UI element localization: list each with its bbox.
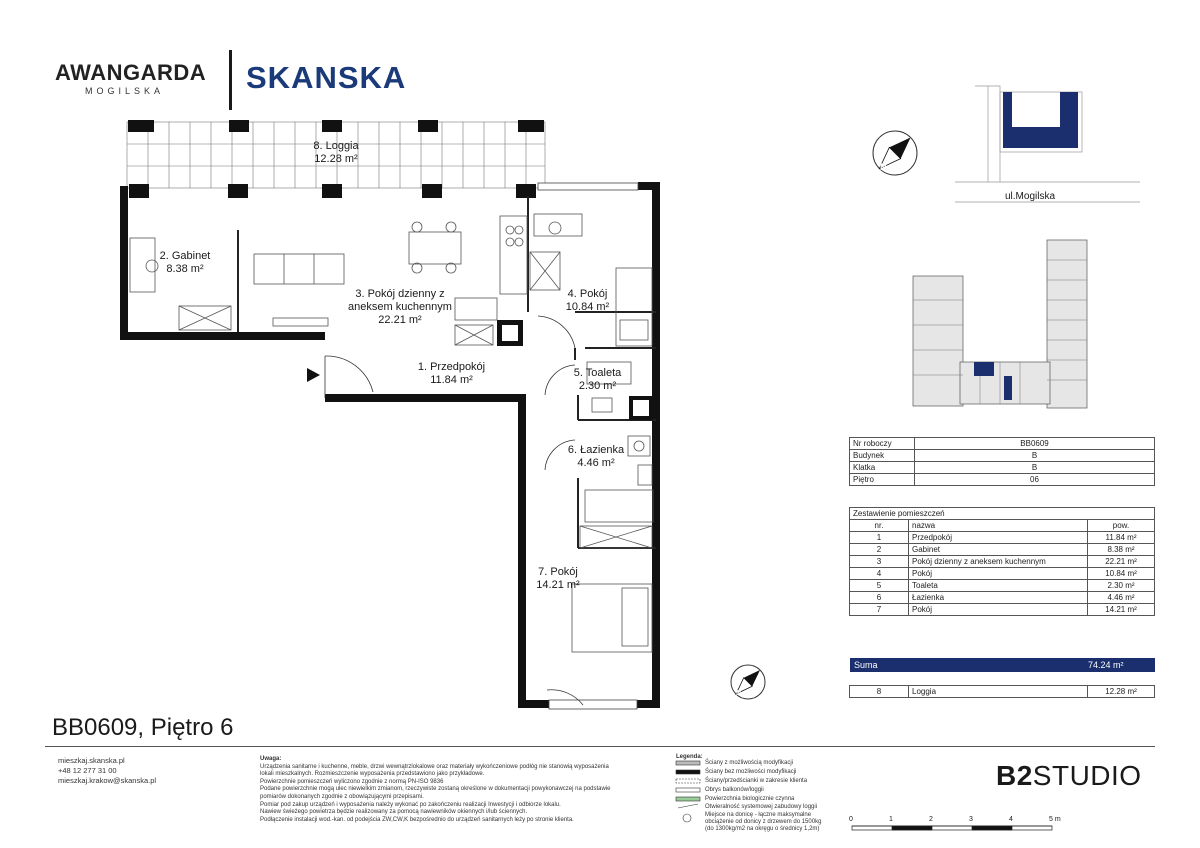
legend-item: Ściany bez możliwości modyfikacji <box>705 769 797 775</box>
contact-phone[interactable]: +48 12 277 31 00 <box>58 766 117 775</box>
table-row <box>850 556 1155 568</box>
room-area: 8.38 m² <box>166 263 204 275</box>
room-area: 10.84 m² <box>565 301 610 313</box>
note-line: lokali mieszkalnych. Rozmieszczenie wyposażenia przedstawiono jako przykładowe. <box>260 771 485 778</box>
info-value: B <box>915 450 1155 462</box>
row-name: Łazienka <box>909 592 1088 604</box>
room-area: 11.84 m² <box>430 374 473 386</box>
entrance-arrow <box>307 368 320 382</box>
room-name: 5. Toaleta <box>573 367 622 379</box>
table-header-row <box>850 520 1155 532</box>
notes-title: Uwaga: <box>260 756 282 762</box>
scale-tick: 5 m <box>1049 816 1061 823</box>
legend-item: Ściany/przedścianki w zakresie klienta <box>705 778 808 784</box>
legend-item: obciążenie od donicy z drzewem do 1500kg <box>705 819 822 825</box>
row-nr: 6 <box>850 592 909 604</box>
room-przedpokoj-label <box>404 361 499 387</box>
row-area: 2.30 m² <box>1088 580 1155 592</box>
note-line: Podane powierzchnie mogą ulec niewielkim zmianom, rzeczywiste zostaną określone w dokumentacji powykonawczej na podstawie <box>260 786 611 793</box>
street-name: ul.Mogilska <box>1005 191 1056 202</box>
sum-label: Suma <box>854 660 878 670</box>
row-name: Gabinet <box>909 544 1088 556</box>
header-name: nazwa <box>909 520 1088 532</box>
row-nr: 7 <box>850 604 909 616</box>
room-living-label <box>330 288 470 327</box>
room-name: 7. Pokój <box>538 566 578 578</box>
room-toaleta-label <box>565 367 630 393</box>
scale-tick: 3 <box>969 816 973 823</box>
row-name: Toaleta <box>909 580 1088 592</box>
header-area: pow. <box>1088 520 1155 532</box>
room-name: 8. Loggia <box>313 140 359 152</box>
row-area: 22.21 m² <box>1088 556 1155 568</box>
row-nr: 5 <box>850 580 909 592</box>
scale-tick: 4 <box>1009 816 1013 823</box>
legend-item: Powierzchnia biologicznie czynna <box>705 796 795 802</box>
unit-highlight <box>974 362 994 376</box>
row-area: 14.21 m² <box>1088 604 1155 616</box>
table-title-row <box>850 508 1155 520</box>
row-name: Loggia <box>909 686 1088 698</box>
notes-block <box>260 756 640 824</box>
table-row <box>850 462 1155 474</box>
room-pokoj7-label <box>528 566 588 592</box>
row-area: 4.46 m² <box>1088 592 1155 604</box>
row-area: 11.84 m² <box>1088 532 1155 544</box>
sum-value: 74.24 m² <box>1088 660 1124 670</box>
table-row <box>850 580 1155 592</box>
legend-item: (do 1300kg/m2 na okręgu o średnicy 1,2m) <box>705 826 820 832</box>
table-row <box>850 604 1155 616</box>
table-row <box>850 474 1155 486</box>
row-nr: 8 <box>850 686 909 698</box>
table-row <box>850 544 1155 556</box>
row-nr: 1 <box>850 532 909 544</box>
note-line: Pomiar pod zakup urządzeń i wyposażenia należy wykonać po zakończeniu realizacji Inwestycji i odbiorze lokalu. <box>260 801 561 808</box>
info-value: 06 <box>915 474 1155 486</box>
row-area: 8.38 m² <box>1088 544 1155 556</box>
room-area: 2.30 m² <box>578 380 617 392</box>
row-name: Przedpokój <box>909 532 1088 544</box>
note-line: Nawiew świeżego powietrza będzie realizowany za pomocą nawiewników okiennych i/lub ściennych. <box>260 809 528 816</box>
table-row <box>850 568 1155 580</box>
scale-tick: 2 <box>929 816 933 823</box>
scale-tick: 0 <box>849 816 853 823</box>
row-name: Pokój <box>909 604 1088 616</box>
table-row <box>850 686 1155 698</box>
room-gabinet-label <box>140 250 230 276</box>
legend-title: Legenda: <box>676 754 703 760</box>
scale-bar <box>852 826 1052 830</box>
row-nr: 2 <box>850 544 909 556</box>
legend-item: Ściany z możliwością modyfikacji <box>705 760 794 766</box>
small-compass-icon <box>724 658 772 706</box>
legend-item: Otwieralność systemowej zabudowy loggii <box>705 804 818 810</box>
note-line: pomiarów dokonanych zgodnie z obowiązującymi przepisami. <box>260 793 424 800</box>
room-loggia-label <box>296 140 376 166</box>
awangarda-logo-text: AWANGARDA <box>55 60 207 85</box>
info-value: BB0609 <box>915 438 1155 450</box>
studio-text: STUDIO <box>1032 760 1142 791</box>
room-area: 4.46 m² <box>577 457 615 469</box>
row-nr: 3 <box>850 556 909 568</box>
legend-item: Miejsce na donicę - łączne maksymalne <box>705 812 812 818</box>
building-highlight <box>1003 92 1078 148</box>
room-area: 12.28 m² <box>314 153 358 165</box>
compass-icon <box>864 122 926 184</box>
svg-text:N: N <box>880 162 887 172</box>
room-name: 1. Przedpokój <box>417 361 486 373</box>
row-nr: 4 <box>850 568 909 580</box>
note-line: Urządzenia sanitarne i kuchenne, meble, drzwi wewnątrzlokalowe oraz materiały wykończeniowe podłóg nie stanowią wyposażenia <box>260 763 609 770</box>
info-key: Piętro <box>850 474 915 486</box>
info-value: B <box>915 462 1155 474</box>
b2-text: B2 <box>996 760 1033 791</box>
scale-tick: 1 <box>889 816 893 823</box>
info-key: Klatka <box>850 462 915 474</box>
b2studio-logo <box>996 760 1142 792</box>
loggia-table <box>849 685 1155 698</box>
contact-block <box>58 756 156 786</box>
svg-text:N: N <box>736 690 742 697</box>
room-name: 4. Pokój <box>567 288 608 300</box>
mogilska-logo-text: MOGILSKA <box>85 86 165 96</box>
room-name-line2: aneksem kuchennym <box>348 301 452 313</box>
sum-bar <box>850 658 1155 672</box>
skanska-logo-text: SKANSKA <box>246 60 407 95</box>
footer-divider <box>45 746 1155 747</box>
table-row <box>850 450 1155 462</box>
info-table <box>849 437 1155 486</box>
legend-item: Obrys balkonów/loggii <box>705 787 764 793</box>
contact-web-link[interactable]: mieszkaj.skanska.pl <box>58 756 125 765</box>
header-nr: nr. <box>850 520 909 532</box>
table-row <box>850 592 1155 604</box>
legend-swatches <box>676 761 700 822</box>
row-area: 12.28 m² <box>1088 686 1155 698</box>
info-key: Nr roboczy <box>850 438 915 450</box>
summary-title: Zestawienie pomieszczeń <box>850 508 1155 520</box>
note-line: Podłączenie instalacji wod.-kan. od podejścia ZW,CW,K bezpośrednio do urządzeń sanitarnych leży po stronie klienta. <box>260 816 574 823</box>
info-key: Budynek <box>850 450 915 462</box>
room-pokoj4-label <box>550 288 625 314</box>
room-name: 3. Pokój dzienny z <box>355 288 445 300</box>
apartment-title: BB0609, Piętro 6 <box>52 714 234 741</box>
row-name: Pokój dzienny z aneksem kuchennym <box>909 556 1088 568</box>
room-lazienka-label <box>560 444 632 470</box>
note-line: Powierzchnie pomieszczeń wyliczono zgodnie z normą PN-ISO 9836 <box>260 778 444 785</box>
room-area: 14.21 m² <box>536 579 580 591</box>
row-area: 10.84 m² <box>1088 568 1155 580</box>
room-name: 2. Gabinet <box>159 250 211 262</box>
table-row <box>850 438 1155 450</box>
contact-email-link[interactable]: mieszkaj.krakow@skanska.pl <box>58 776 157 785</box>
summary-table <box>849 507 1155 616</box>
row-name: Pokój <box>909 568 1088 580</box>
room-area: 22.21 m² <box>378 314 422 326</box>
room-name: 6. Łazienka <box>567 444 625 456</box>
table-row <box>850 532 1155 544</box>
